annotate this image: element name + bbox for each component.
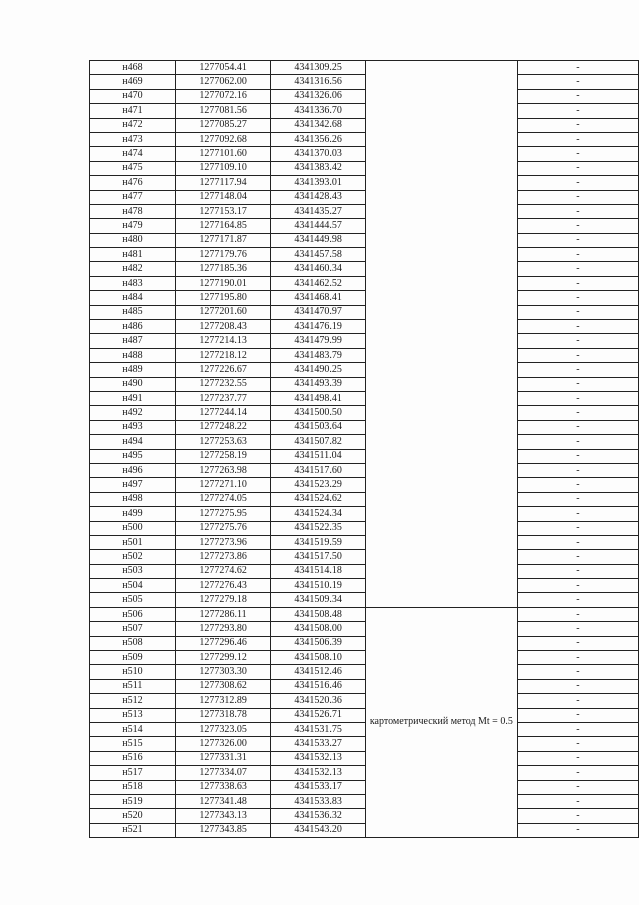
y-coordinate-cell: 4341533.83 — [271, 794, 365, 808]
note-cell: - — [517, 248, 638, 262]
y-coordinate-cell: 4341316.56 — [271, 75, 365, 89]
x-coordinate-cell: 1277326.00 — [175, 737, 270, 751]
y-coordinate-cell: 4341510.19 — [271, 579, 365, 593]
point-id-cell: н474 — [90, 147, 176, 161]
y-coordinate-cell: 4341511.04 — [271, 449, 365, 463]
x-coordinate-cell: 1277117.94 — [175, 176, 270, 190]
point-id-cell: н507 — [90, 622, 176, 636]
point-id-cell: н490 — [90, 377, 176, 391]
table-row — [90, 550, 639, 564]
y-coordinate-cell: 4341522.35 — [271, 521, 365, 535]
table-row — [90, 492, 639, 506]
point-id-cell: н521 — [90, 823, 176, 837]
x-coordinate-cell: 1277214.13 — [175, 334, 270, 348]
table-row — [90, 204, 639, 218]
note-cell: - — [517, 363, 638, 377]
note-cell: - — [517, 334, 638, 348]
point-id-cell: н491 — [90, 391, 176, 405]
y-coordinate-cell: 4341533.27 — [271, 737, 365, 751]
note-cell: - — [517, 204, 638, 218]
point-id-cell: н500 — [90, 521, 176, 535]
table-row — [90, 636, 639, 650]
x-coordinate-cell: 1277195.80 — [175, 291, 270, 305]
x-coordinate-cell: 1277312.89 — [175, 694, 270, 708]
table-row — [90, 463, 639, 477]
note-cell: - — [517, 694, 638, 708]
note-cell: - — [517, 190, 638, 204]
note-cell: - — [517, 492, 638, 506]
note-cell: - — [517, 118, 638, 132]
y-coordinate-cell: 4341531.75 — [271, 722, 365, 736]
table-row — [90, 391, 639, 405]
y-coordinate-cell: 4341393.01 — [271, 176, 365, 190]
table-row — [90, 104, 639, 118]
table-row — [90, 708, 639, 722]
table-row — [90, 118, 639, 132]
y-coordinate-cell: 4341532.13 — [271, 766, 365, 780]
x-coordinate-cell: 1277299.12 — [175, 651, 270, 665]
method-cell — [365, 61, 517, 608]
table-row — [90, 521, 639, 535]
note-cell: - — [517, 161, 638, 175]
note-cell: - — [517, 449, 638, 463]
point-id-cell: н477 — [90, 190, 176, 204]
table-row — [90, 248, 639, 262]
point-id-cell: н488 — [90, 348, 176, 362]
y-coordinate-cell: 4341506.39 — [271, 636, 365, 650]
y-coordinate-cell: 4341428.43 — [271, 190, 365, 204]
note-cell: - — [517, 478, 638, 492]
x-coordinate-cell: 1277190.01 — [175, 276, 270, 290]
x-coordinate-cell: 1277153.17 — [175, 204, 270, 218]
x-coordinate-cell: 1277226.67 — [175, 363, 270, 377]
table-row — [90, 679, 639, 693]
y-coordinate-cell: 4341336.70 — [271, 104, 365, 118]
method-text: картометрический метод Mt = 0.5 — [369, 716, 513, 728]
note-cell: - — [517, 607, 638, 621]
point-id-cell: н519 — [90, 794, 176, 808]
point-id-cell: н472 — [90, 118, 176, 132]
note-cell: - — [517, 593, 638, 607]
note-cell: - — [517, 420, 638, 434]
y-coordinate-cell: 4341435.27 — [271, 204, 365, 218]
method-cell — [365, 607, 517, 837]
x-coordinate-cell: 1277201.60 — [175, 305, 270, 319]
x-coordinate-cell: 1277318.78 — [175, 708, 270, 722]
x-coordinate-cell: 1277185.36 — [175, 262, 270, 276]
point-id-cell: н499 — [90, 507, 176, 521]
note-cell: - — [517, 507, 638, 521]
x-coordinate-cell: 1277273.86 — [175, 550, 270, 564]
point-id-cell: н510 — [90, 665, 176, 679]
point-id-cell: н479 — [90, 219, 176, 233]
x-coordinate-cell: 1277279.18 — [175, 593, 270, 607]
y-coordinate-cell: 4341370.03 — [271, 147, 365, 161]
y-coordinate-cell: 4341444.57 — [271, 219, 365, 233]
table-row — [90, 665, 639, 679]
y-coordinate-cell: 4341490.25 — [271, 363, 365, 377]
x-coordinate-cell: 1277276.43 — [175, 579, 270, 593]
point-id-cell: н505 — [90, 593, 176, 607]
y-coordinate-cell: 4341509.34 — [271, 593, 365, 607]
y-coordinate-cell: 4341508.48 — [271, 607, 365, 621]
table-row — [90, 766, 639, 780]
point-id-cell: н480 — [90, 233, 176, 247]
x-coordinate-cell: 1277338.63 — [175, 780, 270, 794]
x-coordinate-cell: 1277323.05 — [175, 722, 270, 736]
y-coordinate-cell: 4341457.58 — [271, 248, 365, 262]
note-cell: - — [517, 550, 638, 564]
x-coordinate-cell: 1277237.77 — [175, 391, 270, 405]
x-coordinate-cell: 1277062.00 — [175, 75, 270, 89]
note-cell: - — [517, 291, 638, 305]
x-coordinate-cell: 1277218.12 — [175, 348, 270, 362]
point-id-cell: н469 — [90, 75, 176, 89]
table-row — [90, 694, 639, 708]
x-coordinate-cell: 1277275.95 — [175, 507, 270, 521]
y-coordinate-cell: 4341523.29 — [271, 478, 365, 492]
table-row — [90, 377, 639, 391]
y-coordinate-cell: 4341517.50 — [271, 550, 365, 564]
table-row — [90, 75, 639, 89]
table-row — [90, 564, 639, 578]
note-cell: - — [517, 104, 638, 118]
point-id-cell: н518 — [90, 780, 176, 794]
x-coordinate-cell: 1277085.27 — [175, 118, 270, 132]
y-coordinate-cell: 4341493.39 — [271, 377, 365, 391]
note-cell: - — [517, 377, 638, 391]
point-id-cell: н504 — [90, 579, 176, 593]
table-row — [90, 233, 639, 247]
note-cell: - — [517, 276, 638, 290]
note-cell: - — [517, 435, 638, 449]
note-cell: - — [517, 521, 638, 535]
note-cell: - — [517, 348, 638, 362]
point-id-cell: н512 — [90, 694, 176, 708]
table-row — [90, 751, 639, 765]
point-id-cell: н486 — [90, 320, 176, 334]
point-id-cell: н511 — [90, 679, 176, 693]
note-cell: - — [517, 406, 638, 420]
y-coordinate-cell: 4341519.59 — [271, 535, 365, 549]
point-id-cell: н516 — [90, 751, 176, 765]
table-row — [90, 406, 639, 420]
y-coordinate-cell: 4341500.50 — [271, 406, 365, 420]
note-cell: - — [517, 679, 638, 693]
point-id-cell: н492 — [90, 406, 176, 420]
table-row — [90, 651, 639, 665]
note-cell: - — [517, 305, 638, 319]
note-cell: - — [517, 176, 638, 190]
y-coordinate-cell: 4341483.79 — [271, 348, 365, 362]
y-coordinate-cell: 4341479.99 — [271, 334, 365, 348]
note-cell: - — [517, 708, 638, 722]
point-id-cell: н515 — [90, 737, 176, 751]
note-cell: - — [517, 262, 638, 276]
y-coordinate-cell: 4341533.17 — [271, 780, 365, 794]
table-row — [90, 363, 639, 377]
x-coordinate-cell: 1277286.11 — [175, 607, 270, 621]
note-cell: - — [517, 823, 638, 837]
x-coordinate-cell: 1277308.62 — [175, 679, 270, 693]
note-cell: - — [517, 794, 638, 808]
coordinates-table-body — [90, 61, 639, 838]
x-coordinate-cell: 1277072.16 — [175, 89, 270, 103]
point-id-cell: н508 — [90, 636, 176, 650]
point-id-cell: н478 — [90, 204, 176, 218]
table-row — [90, 535, 639, 549]
y-coordinate-cell: 4341517.60 — [271, 463, 365, 477]
y-coordinate-cell: 4341524.34 — [271, 507, 365, 521]
point-id-cell: н471 — [90, 104, 176, 118]
y-coordinate-cell: 4341309.25 — [271, 61, 365, 75]
y-coordinate-cell: 4341512.46 — [271, 665, 365, 679]
table-row — [90, 737, 639, 751]
x-coordinate-cell: 1277244.14 — [175, 406, 270, 420]
x-coordinate-cell: 1277171.87 — [175, 233, 270, 247]
x-coordinate-cell: 1277263.98 — [175, 463, 270, 477]
y-coordinate-cell: 4341508.10 — [271, 651, 365, 665]
y-coordinate-cell: 4341532.13 — [271, 751, 365, 765]
note-cell: - — [517, 463, 638, 477]
x-coordinate-cell: 1277253.63 — [175, 435, 270, 449]
y-coordinate-cell: 4341503.64 — [271, 420, 365, 434]
y-coordinate-cell: 4341543.20 — [271, 823, 365, 837]
point-id-cell: н487 — [90, 334, 176, 348]
x-coordinate-cell: 1277334.07 — [175, 766, 270, 780]
y-coordinate-cell: 4341536.32 — [271, 809, 365, 823]
note-cell: - — [517, 89, 638, 103]
note-cell: - — [517, 751, 638, 765]
point-id-cell: н494 — [90, 435, 176, 449]
x-coordinate-cell: 1277341.48 — [175, 794, 270, 808]
note-cell: - — [517, 132, 638, 146]
table-row — [90, 147, 639, 161]
x-coordinate-cell: 1277258.19 — [175, 449, 270, 463]
note-cell: - — [517, 651, 638, 665]
x-coordinate-cell: 1277293.80 — [175, 622, 270, 636]
y-coordinate-cell: 4341526.71 — [271, 708, 365, 722]
table-row — [90, 320, 639, 334]
note-cell: - — [517, 722, 638, 736]
note-cell: - — [517, 61, 638, 75]
point-id-cell: н501 — [90, 535, 176, 549]
y-coordinate-cell: 4341356.26 — [271, 132, 365, 146]
table-row — [90, 61, 639, 75]
table-row — [90, 823, 639, 837]
x-coordinate-cell: 1277274.62 — [175, 564, 270, 578]
y-coordinate-cell: 4341383.42 — [271, 161, 365, 175]
note-cell: - — [517, 579, 638, 593]
table-row — [90, 334, 639, 348]
point-id-cell: н517 — [90, 766, 176, 780]
note-cell: - — [517, 391, 638, 405]
table-row — [90, 161, 639, 175]
y-coordinate-cell: 4341514.18 — [271, 564, 365, 578]
note-cell: - — [517, 564, 638, 578]
table-row — [90, 190, 639, 204]
point-id-cell: н520 — [90, 809, 176, 823]
point-id-cell: н497 — [90, 478, 176, 492]
x-coordinate-cell: 1277275.76 — [175, 521, 270, 535]
table-row — [90, 622, 639, 636]
y-coordinate-cell: 4341326.06 — [271, 89, 365, 103]
x-coordinate-cell: 1277331.31 — [175, 751, 270, 765]
point-id-cell: н493 — [90, 420, 176, 434]
note-cell: - — [517, 535, 638, 549]
point-id-cell: н502 — [90, 550, 176, 564]
coordinates-table — [89, 60, 639, 838]
table-row — [90, 291, 639, 305]
table-row — [90, 780, 639, 794]
point-id-cell: н476 — [90, 176, 176, 190]
table-row — [90, 219, 639, 233]
point-id-cell: н470 — [90, 89, 176, 103]
y-coordinate-cell: 4341498.41 — [271, 391, 365, 405]
note-cell: - — [517, 737, 638, 751]
x-coordinate-cell: 1277101.60 — [175, 147, 270, 161]
point-id-cell: н485 — [90, 305, 176, 319]
note-cell: - — [517, 809, 638, 823]
point-id-cell: н473 — [90, 132, 176, 146]
y-coordinate-cell: 4341508.00 — [271, 622, 365, 636]
table-row — [90, 89, 639, 103]
table-row — [90, 478, 639, 492]
table-row — [90, 809, 639, 823]
table-row — [90, 449, 639, 463]
note-cell: - — [517, 636, 638, 650]
x-coordinate-cell: 1277148.04 — [175, 190, 270, 204]
y-coordinate-cell: 4341342.68 — [271, 118, 365, 132]
note-cell: - — [517, 665, 638, 679]
y-coordinate-cell: 4341516.46 — [271, 679, 365, 693]
y-coordinate-cell: 4341520.36 — [271, 694, 365, 708]
y-coordinate-cell: 4341462.52 — [271, 276, 365, 290]
table-row — [90, 305, 639, 319]
y-coordinate-cell: 4341524.62 — [271, 492, 365, 506]
y-coordinate-cell: 4341460.34 — [271, 262, 365, 276]
x-coordinate-cell: 1277271.10 — [175, 478, 270, 492]
note-cell: - — [517, 75, 638, 89]
x-coordinate-cell: 1277164.85 — [175, 219, 270, 233]
y-coordinate-cell: 4341468.41 — [271, 291, 365, 305]
point-id-cell: н513 — [90, 708, 176, 722]
point-id-cell: н484 — [90, 291, 176, 305]
point-id-cell: н495 — [90, 449, 176, 463]
table-row — [90, 132, 639, 146]
x-coordinate-cell: 1277232.55 — [175, 377, 270, 391]
note-cell: - — [517, 766, 638, 780]
table-row — [90, 435, 639, 449]
point-id-cell: н468 — [90, 61, 176, 75]
point-id-cell: н482 — [90, 262, 176, 276]
note-cell: - — [517, 219, 638, 233]
point-id-cell: н509 — [90, 651, 176, 665]
x-coordinate-cell: 1277296.46 — [175, 636, 270, 650]
x-coordinate-cell: 1277092.68 — [175, 132, 270, 146]
point-id-cell: н496 — [90, 463, 176, 477]
point-id-cell: н498 — [90, 492, 176, 506]
table-row — [90, 722, 639, 736]
y-coordinate-cell: 4341449.98 — [271, 233, 365, 247]
note-cell: - — [517, 233, 638, 247]
x-coordinate-cell: 1277343.85 — [175, 823, 270, 837]
x-coordinate-cell: 1277208.43 — [175, 320, 270, 334]
table-row — [90, 262, 639, 276]
x-coordinate-cell: 1277273.96 — [175, 535, 270, 549]
note-cell: - — [517, 320, 638, 334]
table-row — [90, 579, 639, 593]
table-row — [90, 176, 639, 190]
x-coordinate-cell: 1277274.05 — [175, 492, 270, 506]
x-coordinate-cell: 1277109.10 — [175, 161, 270, 175]
table-row — [90, 794, 639, 808]
point-id-cell: н503 — [90, 564, 176, 578]
x-coordinate-cell: 1277179.76 — [175, 248, 270, 262]
point-id-cell: н481 — [90, 248, 176, 262]
x-coordinate-cell: 1277081.56 — [175, 104, 270, 118]
table-row — [90, 607, 639, 621]
point-id-cell: н475 — [90, 161, 176, 175]
y-coordinate-cell: 4341476.19 — [271, 320, 365, 334]
table-row — [90, 507, 639, 521]
x-coordinate-cell: 1277303.30 — [175, 665, 270, 679]
table-row — [90, 593, 639, 607]
table-row — [90, 348, 639, 362]
x-coordinate-cell: 1277343.13 — [175, 809, 270, 823]
point-id-cell: н514 — [90, 722, 176, 736]
note-cell: - — [517, 780, 638, 794]
table-row — [90, 420, 639, 434]
point-id-cell: н506 — [90, 607, 176, 621]
y-coordinate-cell: 4341470.97 — [271, 305, 365, 319]
point-id-cell: н483 — [90, 276, 176, 290]
note-cell: - — [517, 147, 638, 161]
note-cell: - — [517, 622, 638, 636]
point-id-cell: н489 — [90, 363, 176, 377]
table-row — [90, 276, 639, 290]
x-coordinate-cell: 1277054.41 — [175, 61, 270, 75]
x-coordinate-cell: 1277248.22 — [175, 420, 270, 434]
y-coordinate-cell: 4341507.82 — [271, 435, 365, 449]
